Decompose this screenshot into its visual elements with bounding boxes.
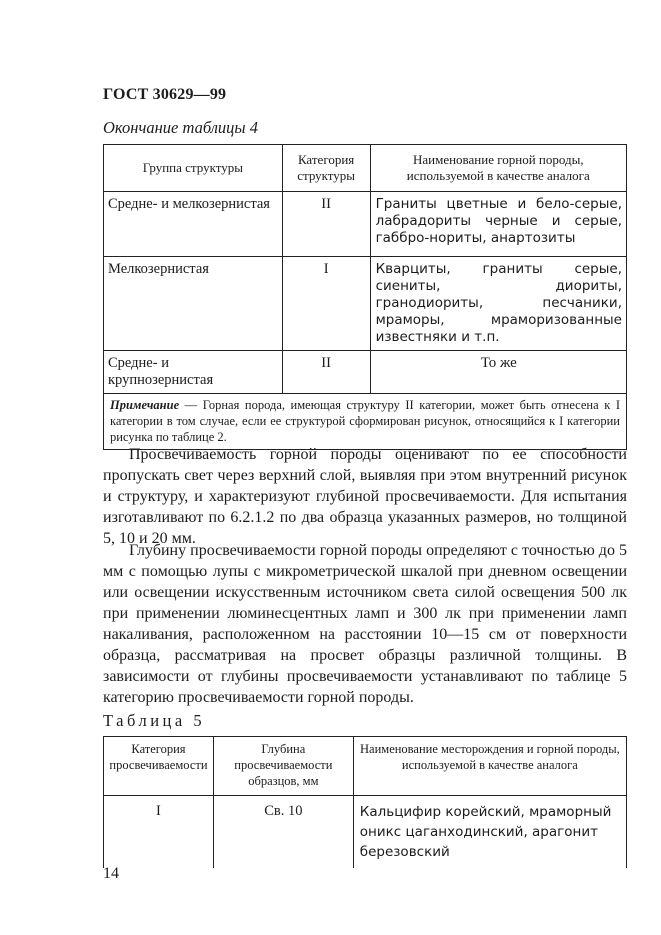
- table5-header-depth: Глубина просвечиваемости образцов, мм: [213, 737, 353, 796]
- table5-caption: Таблица 5: [103, 711, 206, 730]
- page-number: 14: [103, 865, 119, 882]
- table4-note: [104, 394, 627, 450]
- table4-cell-category: II: [282, 351, 370, 394]
- note-label: Примечание: [110, 398, 180, 412]
- table4-cell-group: Средне- и крупнозернистая: [104, 351, 283, 394]
- table5-header-row: [104, 737, 627, 796]
- table4-header-name: Наименование горной породы, используемой в качестве аналога: [370, 145, 626, 192]
- table4-header-row: [104, 145, 627, 192]
- table-4: [103, 144, 627, 450]
- table5-header-name: Наименование месторождения и горной породы, используемой в качестве аналога: [353, 737, 626, 796]
- table4-cell-group: Средне- и мелкозернистая: [104, 192, 283, 257]
- table4-cell-category: II: [282, 192, 370, 257]
- table5-cell-category: I: [104, 796, 214, 869]
- paragraph-translucency-depth: Глубину просвечиваемости горной породы определяют с точностью до 5 мм с помощью лупы с микрометрической шкалой при дневном освещении или освещении искусственным источником света силой освещения 500 лк при применении люминесцентных ламп и 300 лк при применении ламп накаливания, расположенном на расстоянии 10—15 см от поверхности образца, рассматривая на просвет образцы различной толщины. В зависимости от глубины просвечиваемости устанавливают по таблице 5 категорию просвечиваемости горной породы.: [103, 542, 627, 706]
- table4-cell-name: Кварциты, граниты серые, сиениты, диориты, гранодиориты, песчаники, мраморы, мраморизованные известняки и т.п.: [370, 257, 626, 351]
- table5-header-category: Категория просвечиваемости: [104, 737, 214, 796]
- table4-cell-category: I: [282, 257, 370, 351]
- table-row: [104, 257, 627, 351]
- table-5: [103, 736, 627, 868]
- table4-cell-name: То же: [370, 351, 626, 394]
- note-text: — Горная порода, имеющая структуру II категории, может быть отнесена к I категории в том случае, если ее структурой сформирован рисунок, относящийся к I категории рисунка по таблице 2.: [110, 398, 620, 444]
- document-id: ГОСТ 30629—99: [103, 86, 227, 103]
- table5-cell-depth: Св. 10: [213, 796, 353, 869]
- table-row: [104, 351, 627, 394]
- table4-caption: Окончание таблицы 4: [103, 118, 258, 137]
- table4-cell-group: Мелкозернистая: [104, 257, 283, 351]
- table4-note-row: [104, 394, 627, 450]
- table5-cell-name: Кальцифир корейский, мраморный оникс цаганходинский, арагонит березовский: [353, 796, 626, 869]
- table-row: [104, 192, 627, 257]
- table-row: [104, 796, 627, 869]
- table4-header-group: Группа структуры: [104, 145, 283, 192]
- paragraph-translucency-method: Просвечиваемость горной породы оценивают по ее способности пропускать свет через верхний слой, выявляя при этом внутренний рисунок и структуру, и характеризуют глубиной просвечиваемости. Для испытания изготавливают по 6.2.1.2 по два образца указанных размеров, но толщиной 5, 10 и 20 мм.: [103, 446, 627, 547]
- table4-header-category: Категория структуры: [282, 145, 370, 192]
- table4-cell-name: Граниты цветные и бело-серые, лабрадориты черные и серые, габбро-нориты, анартозиты: [370, 192, 626, 257]
